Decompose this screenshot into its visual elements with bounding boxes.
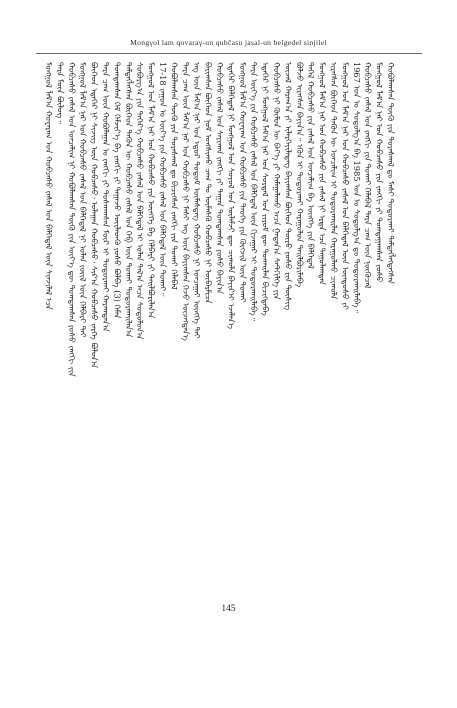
text-column: ᠮᠣᠩᠭᠣᠯ ᠯᠠᠮ᠎ᠠ ᠨᠠᠷ ᠤᠨ ᠬᠤᠪᠴᠠᠰᠤ ᠶᠢᠨ ᠵᠠᠰᠠᠯ ᠨᠢ ᠡᠷᠲᠡ ᠡᠴᠡ ᠳᠠᠭᠤᠯᠠᠭᠳᠠᠨ [317, 62, 328, 285]
text-column: ᠰᠤᠪᠤᠷᠭ᠎ᠠ ᠶᠢᠨ ᠳᠡᠭᠡᠷ᠎ᠡ ᠬᠤᠪᠴᠠᠰᠤ ᠵᠠᠰᠠᠯ ᠤᠨ ᠪᠡᠯᠭᠡᠳᠡᠯ ᠢ ᠣᠯᠠᠨ ᠲᠠᠯ᠎ᠠ ᠠᠴᠠ ᠰᠤᠳᠤᠯᠤᠨ᠎ᠠ [135, 62, 146, 340]
text-column: ᠡᠳᠡᠭᠡᠷ ᠪᠡᠯᠭᠡᠳᠡᠯ ᠨᠢ ᠮᠣᠩᠭᠣᠯ ᠤᠨ ᠰᠤᠶᠤᠯ ᠤᠨ ᠦᠯᠡᠮᠵᠢ ᠳᠦ ᠴᠢᠬᠤᠯᠠ ᠪᠠᠶᠢᠷ᠎ᠢ ᠡᠵᠡᠯᠡᠨ᠎ᠡ [226, 62, 237, 330]
text-column: ᠡᠩ ᠦᠨ ᠯᠠᠮ᠎ᠠ ᠨᠠᠷ ᠤᠨ ᠡᠳᠦᠷ ᠲᠤᠲᠤᠮ ᠦᠮᠡᠰᠳᠡᠭ ᠬᠤᠪᠴᠠᠰᠤ ᠨᠢ ᠣᠨᠴᠠᠭᠠᠢ ᠦᠩᠭᠡ ᠲᠡᠢ [192, 62, 203, 339]
text-column: ᠪᠠᠶᠢᠭᠰᠠᠨ ᠪᠥᠭᠡᠳ ᠨᠣᠮ ᠤᠩᠰᠢᠬᠤ ᠴᠠᠭ ᠲᠤ ᠥᠮᠡᠰᠬᠦ ᠬᠤᠪᠴᠠᠰᠤ ᠨᠢ ᠥᠪᠡᠷᠮᠢᠴᠡ [203, 62, 214, 304]
text-column: ᠳᠡᠭᠡᠯ ᠬᠤᠪᠴᠠᠰᠤ ᠶᠢᠨ ᠵᠠᠰᠠᠯ ᠤᠨ ᠣᠨᠴᠠᠯᠢᠭ ᠪᠠ ᠦᠩᠭᠡ ᠶᠢᠨ ᠪᠡᠯᠭᠡᠳᠡᠯ [306, 62, 317, 269]
vertical-text-area [44, 62, 410, 582]
text-column: ᠬᠤᠪᠴᠠᠰᠤ ᠵᠠᠰᠠᠯ ᠤᠨ ᠵᠠᠩᠬᠢ ᠶᠢᠨ ᠲᠤᠬᠠᠢ ᠬᠡᠯᠡᠪᠡᠯ ᠲᠡᠷᠡ ᠴᠠᠭ ᠦᠨ ᠨᠥᠬᠦᠴᠡᠯ [363, 62, 374, 289]
text-column: ᠮᠣᠩᠭᠣᠯ ᠯᠠᠮ᠎ᠠ ᠬᠤᠸᠠᠷᠠᠭ ᠤᠨ ᠬᠤᠪᠴᠠᠰᠤ ᠶᠢᠨ ᠲᠡᠦᠬᠡ ᠶᠢᠨ ᠬᠥᠭᠵᠢᠯ ᠦᠨ ᠲᠤᠬᠠᠢ [237, 62, 248, 303]
text-column: ᠮᠣᠩᠭᠣᠯ ᠯᠠᠮ᠎ᠠ ᠬᠤᠸᠠᠷᠠᠭ ᠤᠨ ᠬᠤᠪᠴᠠᠰᠤ ᠵᠠᠰᠠᠯ ᠤᠨ ᠪᠡᠯᠭᠡᠳᠡᠯ ᠦᠨ ᠰᠢᠨᠵᠢᠯᠡᠯ ᠡᠴᠡ [44, 62, 54, 310]
text-column: ᠬᠤᠪᠤᠯᠠᠭᠰᠠᠨ ᠲᠦᠬᠦ ᠶᠢᠨ ᠳᠤᠷᠠᠰᠬᠠᠯ ᠳᠤ ᠪᠢᠴᠢᠭᠰᠡᠨ ᠵᠠᠩᠬᠢ ᠶᠢᠨ ᠲᠤᠬᠠᠢ ᠬᠡᠯᠡᠪᠡᠯ [169, 62, 180, 290]
text-column: ᠮᠣᠩᠭᠣᠯ ᠤᠨ ᠯᠠᠮ᠎ᠠ ᠨᠠᠷ ᠤᠨ ᠬᠤᠪᠴᠠᠰᠤ ᠶᠢᠨ ᠦᠨᠭᠭᠡ ᠪᠠ ᠬᠡᠯᠪᠡᠷᠢ ᠶᠢ ᠲᠠᠢᠯᠪᠤᠷᠢᠯᠠᠨ᠎ᠠ [146, 62, 157, 319]
text-column: ᠲᠡᠷᠡ ᠴᠠᠭ ᠦᠨ ᠬᠤᠪᠤᠯᠠᠭᠠᠨ ᠤ ᠵᠠᠩᠬᠢ ᠶᠢ ᠲᠤᠰᠬᠠᠭᠰᠠᠨ ᠮᠦᠷ ᠢ ᠲᠣᠳᠣᠷᠬᠠᠢ ᠬᠠᠷᠠᠭᠳᠠᠨ᠎ᠠ [101, 62, 111, 332]
text-column: 1967 ᠣᠨ ᠤ ᠰᠤᠳᠤᠯᠭ᠎ᠠ ᠪᠠ 1985 ᠣᠨ ᠤ ᠰᠤᠳᠤᠯᠭ᠎ᠠ ᠳᠤ ᠲᠣᠳᠣᠷᠬᠠᠢᠯᠠᠪᠠ᠃ [351, 62, 362, 314]
text-column: ᠪᠥᠭᠡᠳ ᠡᠳᠡᠭᠡᠷ ᠨᠢ ᠰᠢᠵᠢᠭ ᠦᠨ ᠬᠤᠪᠴᠠᠰᠤ᠂ ᠤᠯᠠᠭᠠᠨ ᠬᠤᠪᠴᠠᠰᠤ᠂ ᠰᠢᠷ᠎ᠠ ᠬᠤᠪᠴᠠᠰᠤ ᠵᠡᠷᠭᠡ ᠪᠣᠯᠤᠨ᠎ᠠ [89, 62, 100, 369]
text-column: ᠬᠤᠪᠴᠠᠰᠤ ᠨᠢ ᠬᠦᠮᠦᠨ ᠦ ᠪᠡᠶ᠎ᠡ ᠶᠢ ᠬᠠᠮᠠᠭᠠᠯᠠᠬᠤ ᠠᠴᠠ ᠭᠠᠳᠠᠨ᠎ᠠ ᠰᠡᠲᠬᠢᠯᠭᠡ ᠶᠢᠨ [272, 62, 282, 300]
running-head: Mongγol lam quvaraγ-un qubčasu jasal-un belgedel sinjilel [130, 38, 327, 47]
text-column: ᠮᠣᠩᠭᠣᠯ ᠯᠠᠮ᠎ᠠ ᠨᠠᠷ ᠤᠨ ᠬᠤᠪᠴᠠᠰᠤ ᠶᠢᠨ ᠵᠠᠩᠬᠢ ᠶᠢ ᠲᠣᠭᠲᠠᠭᠠᠭᠰᠠᠨ ᠶᠣᠰᠤ [374, 62, 385, 283]
text-column: ᠮᠣᠩᠭᠣᠯ ᠤᠨ ᠯᠠᠮ᠎ᠠ ᠨᠠᠷ ᠤᠨ ᠬᠤᠪᠴᠠᠰᠤ ᠵᠠᠰᠠᠯ ᠤᠨ ᠪᠡᠯᠭᠡᠳᠡᠯ ᠦᠨ ᠦᠨᠳᠦᠰᠦ ᠶᠢ [340, 62, 351, 310]
text-column: ᠬᠤᠪᠴᠠᠰᠤ ᠵᠠᠰᠠᠯ ᠤᠨ ᠰᠠᠶᠢᠬᠠᠨ ᠵᠠᠩᠬᠢ ᠶᠢ ᠳᠠᠭᠠᠨ ᠲᠣᠭᠲᠠᠭᠰᠠᠨ ᠶᠣᠰᠤ ᠪᠠᠶᠢᠨ᠎ᠠ [215, 62, 225, 295]
text-column: ᠢᠷᠡᠭᠰᠡᠨ ᠪᠥᠭᠡᠳ ᠲᠡᠭᠦᠨ ᠦ ᠣᠨᠴᠠᠯᠢᠭ ᠢ ᠲᠣᠳᠣᠷᠬᠠᠢᠯᠠᠨ ᠬᠠᠷᠠᠭᠤᠯᠬᠤ ᠴᠢᠬᠤᠯᠠ [329, 62, 339, 300]
text-column: ᠲᠡᠮᠳᠡᠭᠯᠡᠭᠰᠡᠨ ᠪᠥᠭᠡᠳ ᠲᠡᠭᠦᠨ ᠦ ᠬᠤᠪᠴᠠᠰᠤ ᠵᠠᠰᠠᠯ ᠤᠨ ᠬᠡᠪ ᠦᠨ ᠲᠤᠬᠠᠢ ᠲᠣᠳᠣᠷᠬᠠᠢᠯᠠᠨ᠎ᠠ [123, 62, 134, 338]
text-column: ᠦᠵᠡᠯ ᠬᠠᠷᠠᠭ᠎ᠠ ᠶᠢ ᠢᠯᠡᠷᠬᠡᠶᠢᠯᠡᠳᠡᠭ ᠪᠠᠶᠢᠭᠰᠠᠨ ᠪᠥᠭᠡᠳ ᠲᠦᠷᠦ ᠶᠣᠰᠤ ᠶᠢᠨ ᠲᠦᠰᠢᠭ [283, 62, 294, 311]
text-column: ᠡᠳᠡᠭᠡᠷ ᠨᠢ ᠮᠣᠩᠭᠣᠯ ᠯᠠᠮ᠎ᠠ ᠨᠠᠷ ᠤᠨ ᠰᠤᠷᠳᠠᠯ ᠤᠨ ᠵᠢᠷᠤᠮ ᠳᠦ ᠲᠤᠬᠠᠢᠯᠠᠨ ᠪᠢᠴᠢᠭᠳᠡᠪᠡ [260, 62, 271, 316]
text-column: ᠮᠣᠩᠭᠣᠯ ᠯᠠᠮ᠎ᠠ ᠨᠠᠷ ᠤᠨ ᠬᠤᠪᠴᠠᠰᠤ ᠵᠠᠰᠠᠯ ᠤᠨ ᠪᠡᠯᠭᠡᠳᠡᠯ ᠨᠢ ᠣᠯᠠᠨ ᠵᠦᠢᠯ ᠦᠨ ᠬᠡᠯᠪᠡᠷᠢ ᠲᠡᠢ [78, 62, 89, 338]
page-number: 145 [221, 604, 236, 614]
text-column: ᠪᠣᠯᠵᠤ ᠢᠷᠡᠭᠰᠡᠨ ᠪᠠᠶᠢᠨ᠎ᠠ᠃ ᠡᠭᠦᠨ ᠢ ᠲᠣᠳᠣᠷᠬᠠᠢ ᠬᠠᠷᠠᠭᠤᠯᠤᠨ ᠲᠠᠢᠯᠪᠤᠷᠢᠯᠠᠪᠠ [294, 62, 305, 288]
text-column: ᠲᠡᠷᠡ ᠮᠦᠨ ᠪᠦᠯᠦᠭ᠃ [55, 62, 66, 124]
text-column: ᠲᠡᠷᠡ ᠴᠠᠭ ᠦᠨ ᠯᠠᠮ᠎ᠠ ᠨᠠᠷ ᠤᠨ ᠬᠤᠪᠴᠠᠰᠤ ᠨᠢ ᠮᠠᠰᠢ ᠡᠩ ᠦᠨ ᠪᠠᠶᠢᠭᠰᠠᠨ ᠭᠡᠵᠦ ᠦᠵᠡᠭᠳᠡᠨ᠎ᠡ [180, 62, 191, 342]
text-column: ᠲᠣᠭᠲᠠᠭᠰᠠᠨ ᠬᠡᠮ ᠬᠡᠮᠵᠢᠶ᠎ᠡ ᠪᠠ ᠵᠠᠩᠬᠢ ᠶᠢ ᠳᠠᠭᠠᠵᠤ ᠦᠢᠯᠡᠳᠬᠦ ᠶᠣᠰᠤ ᠪᠣᠯᠪᠠ (3) ᠬᠡᠮᠡᠨ [112, 62, 123, 319]
text-column: 17-18 ᠵᠠᠭᠤᠨ ᠤ ᠦᠶ᠎ᠡ ᠶᠢᠨ ᠬᠤᠪᠴᠠᠰᠤ ᠵᠠᠰᠠᠯ ᠤᠨ ᠪᠡᠯᠭᠡᠳᠡᠯ ᠦᠨ ᠲᠤᠬᠠᠢ᠃ [158, 62, 168, 297]
text-column: ᠲᠡᠷᠡ ᠦᠶ᠎ᠡ ᠶᠢᠨ ᠬᠤᠪᠴᠠᠰᠤ ᠵᠠᠰᠠᠯ ᠤᠨ ᠪᠡᠯᠭᠡᠳᠡᠯ ᠦᠨ ᠬᠢᠵᠠᠭᠠᠷ ᠢ ᠲᠣᠳᠣᠷᠬᠠᠢᠯᠠᠪᠠ᠃ [249, 62, 260, 322]
text-column: ᠬᠤᠪᠤᠯᠠᠭᠰᠠᠨ ᠲᠦᠬᠦ ᠶᠢᠨ ᠳᠤᠷᠠᠰᠬᠠᠯ ᠳᠤ ᠮᠠᠰᠢ ᠲᠣᠳᠣᠷᠬᠠᠢ ᠲᠡᠮᠳᠡᠭᠯᠡᠭᠳᠡᠭᠰᠡᠨ [386, 62, 396, 284]
text-column: ᠬᠤᠪᠴᠠᠰᠤ ᠵᠠᠰᠠᠯ ᠤᠨ ᠣᠨᠴᠠᠯᠢᠭ ᠨᠢ ᠬᠤᠪᠤᠯᠠᠭᠰᠠᠨ ᠲᠦᠬᠦ ᠶᠢᠨ ᠦᠶ᠎ᠡ ᠳᠦ ᠲᠣᠭᠲᠠᠭᠰᠠᠨ ᠶᠣᠰᠤ ᠵᠠᠩᠬᠢ ᠶᠢᠨ [66, 62, 77, 377]
header-rule [36, 53, 422, 54]
